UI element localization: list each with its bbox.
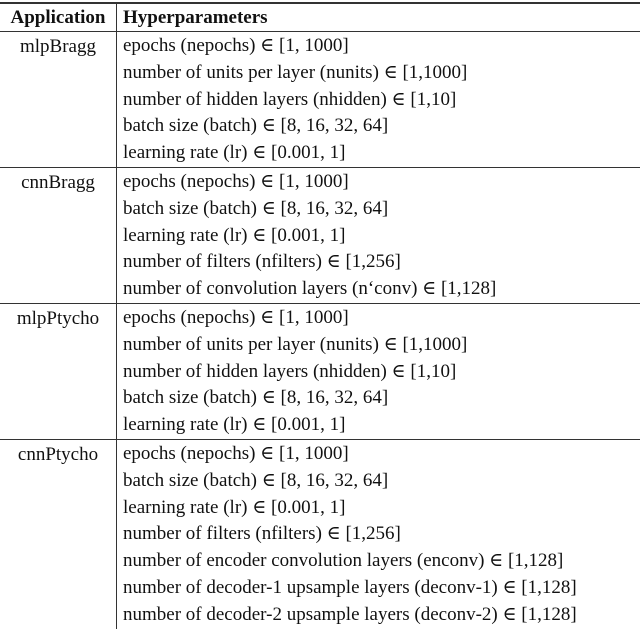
hyperparameter-row: number of hidden layers (nhidden) ∈ [1,10] [123,88,457,110]
hyperparameter-list [117,168,496,303]
hyperparameter-row: epochs (nepochs) ∈ [1, 1000] [123,306,349,328]
header-hyperparameters: Hyperparameters [123,7,268,28]
hyperparameter-row: batch size (batch) ∈ [8, 16, 32, 64] [123,197,389,219]
hyperparameter-row: epochs (nepochs) ∈ [1, 1000] [123,35,349,56]
application-name: cnnPtycho [0,440,117,629]
hyperparameter-row: batch size (batch) ∈ [8, 16, 32, 64] [123,469,389,491]
hyperparameter-row: learning rate (lr) ∈ [0.001, 1] [123,224,346,246]
hyperparameter-row: epochs (nepochs) ∈ [1, 1000] [123,442,349,464]
hyperparameter-list [117,304,467,439]
hyperparameter-row: number of convolution layers (n‘conv) ∈ [1,128] [123,278,497,300]
hyperparameter-row: batch size (batch) ∈ [8, 16, 32, 64] [123,387,389,409]
hyperparameter-list [117,440,577,629]
hyperparameter-row: number of filters (nfilters) ∈ [1,256] [123,523,401,545]
hyperparameter-row: number of filters (nfilters) ∈ [1,256] [123,251,401,273]
hyperparameter-row: epochs (nepochs) ∈ [1, 1000] [123,170,349,192]
header-application: Application [0,4,117,31]
hyperparameter-row: number of decoder-2 upsample layers (deconv-2) ∈ [1,128] [123,603,577,625]
hyperparameter-row: learning rate (lr) ∈ [0.001, 1] [123,414,346,436]
hyperparameter-table [0,2,640,629]
hyperparameter-row: learning rate (lr) ∈ [0.001, 1] [123,142,346,164]
hyperparameter-row: learning rate (lr) ∈ [0.001, 1] [123,496,346,518]
table-header [0,4,640,32]
application-name: cnnBragg [0,168,117,303]
hyperparameter-row: number of encoder convolution layers (enconv) ∈ [1,128] [123,550,564,572]
hyperparameter-list [117,32,467,167]
table-group-mlpBragg [0,32,640,168]
table-group-mlpPtycho [0,304,640,440]
table-body [0,32,640,629]
hyperparameter-row: batch size (batch) ∈ [8, 16, 32, 64] [123,115,389,137]
hyperparameter-row: number of units per layer (nunits) ∈ [1,1000] [123,333,468,355]
application-name: mlpPtycho [0,304,117,439]
hyperparameter-row: number of units per layer (nunits) ∈ [1,1000] [123,61,468,83]
hyperparameter-row: number of hidden layers (nhidden) ∈ [1,10] [123,360,457,382]
application-name: mlpBragg [0,32,117,167]
table-group-cnnPtycho [0,440,640,629]
hyperparameter-row: number of decoder-1 upsample layers (deconv-1) ∈ [1,128] [123,576,577,598]
table-group-cnnBragg [0,168,640,304]
